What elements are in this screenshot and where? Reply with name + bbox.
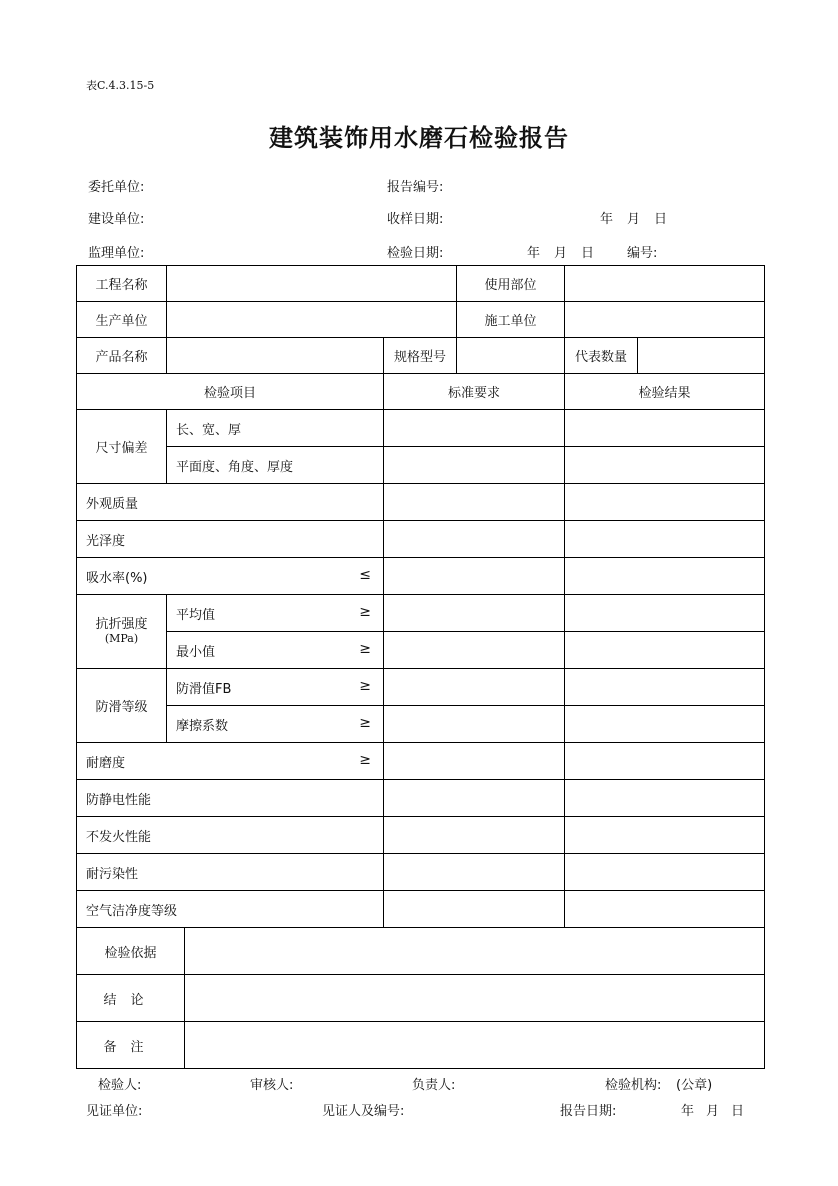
remark-label: 备注: [77, 1022, 185, 1069]
size-flatness-label: 平面度、角度、厚度: [167, 447, 384, 484]
report-no-label: 报告编号:: [387, 180, 444, 195]
witness-unit-label: 见证单位:: [86, 1104, 143, 1119]
greater-equal-symbol: ≥: [359, 640, 371, 657]
table-row: [77, 928, 765, 975]
table-row: [77, 302, 765, 338]
seal-label: (公章): [676, 1078, 713, 1093]
slip-fb-label: 防滑值FB: [176, 681, 232, 697]
table-row: [77, 817, 765, 854]
witness-person-label: 见证人及编号:: [322, 1104, 405, 1119]
supervisor-label: 监理单位:: [88, 246, 145, 261]
size-lwt-result[interactable]: [565, 410, 765, 447]
test-month: 月: [554, 246, 568, 261]
table-row: [77, 410, 765, 447]
column-header-item: 检验项目: [77, 374, 384, 410]
test-year: 年: [527, 246, 541, 261]
table-row: [77, 975, 765, 1022]
spec-model-value[interactable]: [457, 338, 565, 374]
reviewer-label: 审核人:: [250, 1078, 294, 1093]
antistatic-standard[interactable]: [384, 780, 565, 817]
table-row: [77, 558, 765, 595]
stain-result[interactable]: [565, 854, 765, 891]
report-table: [76, 265, 765, 1069]
usage-part-label: 使用部位: [457, 266, 565, 302]
page-title: 建筑装饰用水磨石检验报告: [269, 124, 569, 152]
quantity-label: 代表数量: [565, 338, 638, 374]
test-date-label: 检验日期:: [387, 246, 444, 261]
minimum-cell: [167, 632, 384, 669]
column-header-result: 检验结果: [565, 374, 765, 410]
basis-value[interactable]: [185, 928, 765, 975]
report-day: 日: [731, 1104, 745, 1119]
report-date-label: 报告日期:: [560, 1104, 617, 1119]
construction-unit-value[interactable]: [565, 302, 765, 338]
gloss-label: 光泽度: [77, 521, 384, 558]
table-row: [77, 266, 765, 302]
project-name-value[interactable]: [167, 266, 457, 302]
table-row: [77, 338, 765, 374]
project-name-label: 工程名称: [77, 266, 167, 302]
average-result[interactable]: [565, 595, 765, 632]
construction-unit-label: 施工单位: [457, 302, 565, 338]
greater-equal-symbol: ≥: [359, 603, 371, 620]
nonspark-label: 不发火性能: [77, 817, 384, 854]
minimum-label: 最小值: [176, 644, 216, 660]
manufacturer-label: 生产单位: [77, 302, 167, 338]
responsible-label: 负责人:: [412, 1078, 456, 1093]
institution-label: 检验机构:: [605, 1078, 662, 1093]
greater-equal-symbol: ≥: [359, 751, 371, 768]
absorption-standard[interactable]: [384, 558, 565, 595]
average-standard[interactable]: [384, 595, 565, 632]
nonspark-result[interactable]: [565, 817, 765, 854]
antistatic-label: 防静电性能: [77, 780, 384, 817]
quantity-value[interactable]: [638, 338, 765, 374]
slip-fb-standard[interactable]: [384, 669, 565, 706]
size-flatness-standard[interactable]: [384, 447, 565, 484]
abrasion-standard[interactable]: [384, 743, 565, 780]
minimum-standard[interactable]: [384, 632, 565, 669]
nonspark-standard[interactable]: [384, 817, 565, 854]
abrasion-result[interactable]: [565, 743, 765, 780]
table-row: [77, 743, 765, 780]
average-label: 平均值: [176, 607, 216, 623]
abrasion-label: 耐磨度: [86, 755, 126, 771]
usage-part-value[interactable]: [565, 266, 765, 302]
table-row: [77, 632, 765, 669]
air-result[interactable]: [565, 891, 765, 928]
table-row: [77, 521, 765, 558]
stain-standard[interactable]: [384, 854, 565, 891]
air-standard[interactable]: [384, 891, 565, 928]
average-cell: [167, 595, 384, 632]
friction-cell: [167, 706, 384, 743]
receive-month: 月: [627, 212, 641, 227]
builder-label: 建设单位:: [88, 212, 145, 227]
spec-model-label: 规格型号: [384, 338, 457, 374]
size-lwt-label: 长、宽、厚: [167, 410, 384, 447]
basis-label: 检验依据: [77, 928, 185, 975]
table-row: [77, 484, 765, 521]
receive-day: 日: [654, 212, 668, 227]
form-code: 表C.4.3.15-5: [86, 79, 155, 92]
flex-strength-cell: [77, 595, 167, 669]
table-row: [77, 780, 765, 817]
friction-label: 摩擦系数: [176, 718, 229, 734]
number-label: 编号:: [627, 246, 658, 261]
abrasion-cell: [77, 743, 384, 780]
receive-year: 年: [600, 212, 614, 227]
greater-equal-symbol: ≥: [359, 677, 371, 694]
table-row: [77, 595, 765, 632]
stain-label: 耐污染性: [77, 854, 384, 891]
absorption-label: 吸水率(%): [86, 570, 148, 586]
mpa-unit: (MPa): [104, 631, 139, 645]
appearance-result[interactable]: [565, 484, 765, 521]
inspector-label: 检验人:: [98, 1078, 142, 1093]
friction-result[interactable]: [565, 706, 765, 743]
absorption-cell: [77, 558, 384, 595]
table-row: [77, 1022, 765, 1069]
absorption-result[interactable]: [565, 558, 765, 595]
remark-value[interactable]: [185, 1022, 765, 1069]
product-name-label: 产品名称: [77, 338, 167, 374]
size-flatness-result[interactable]: [565, 447, 765, 484]
slip-fb-result[interactable]: [565, 669, 765, 706]
client-label: 委托单位:: [88, 180, 145, 195]
table-row: [77, 374, 765, 410]
appearance-label: 外观质量: [77, 484, 384, 521]
size-deviation-label: 尺寸偏差: [77, 410, 167, 484]
gloss-result[interactable]: [565, 521, 765, 558]
slip-fb-cell: [167, 669, 384, 706]
antistatic-result[interactable]: [565, 780, 765, 817]
size-lwt-standard[interactable]: [384, 410, 565, 447]
receive-date-label: 收样日期:: [387, 212, 444, 227]
gloss-standard[interactable]: [384, 521, 565, 558]
slip-grade-label: 防滑等级: [77, 669, 167, 743]
manufacturer-value[interactable]: [167, 302, 457, 338]
column-header-standard: 标准要求: [384, 374, 565, 410]
table-row: [77, 854, 765, 891]
less-equal-symbol: ≤: [359, 566, 371, 583]
report-year: 年: [681, 1104, 695, 1119]
report-month: 月: [706, 1104, 720, 1119]
appearance-standard[interactable]: [384, 484, 565, 521]
table-row: [77, 447, 765, 484]
product-name-value[interactable]: [167, 338, 384, 374]
table-row: [77, 669, 765, 706]
conclusion-value[interactable]: [185, 975, 765, 1022]
friction-standard[interactable]: [384, 706, 565, 743]
table-row: [77, 706, 765, 743]
minimum-result[interactable]: [565, 632, 765, 669]
conclusion-label: 结论: [77, 975, 185, 1022]
air-label: 空气洁净度等级: [77, 891, 384, 928]
table-row: [77, 891, 765, 928]
flex-strength-label: 抗折强度: [95, 616, 148, 632]
greater-equal-symbol: ≥: [359, 714, 371, 731]
test-day: 日: [581, 246, 595, 261]
